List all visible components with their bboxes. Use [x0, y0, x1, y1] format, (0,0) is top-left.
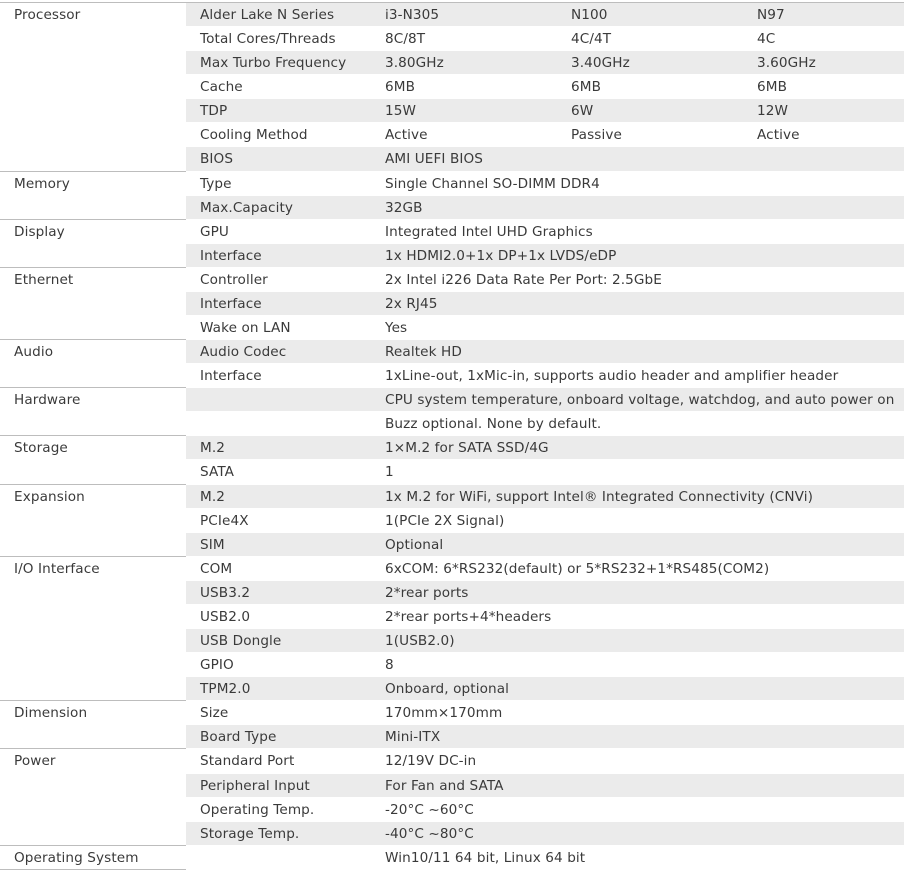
spec-value: Buzz optional. None by default. [385, 416, 602, 433]
spec-value: 12/19V DC-in [385, 753, 477, 770]
spec-value: Optional [385, 536, 444, 553]
spec-item-label: Operating Temp. [200, 801, 315, 818]
row-background [186, 725, 904, 749]
spec-value: 2x Intel i226 Data Rate Per Port: 2.5GbE [385, 271, 662, 288]
spec-row [0, 677, 904, 701]
spec-item-label: Interface [200, 247, 262, 264]
spec-row [0, 220, 904, 244]
category-cell [0, 774, 186, 798]
category-label: Hardware [14, 392, 81, 409]
spec-row [0, 412, 904, 436]
spec-value: 3.80GHz [385, 55, 444, 72]
spec-value: 2*rear ports+4*headers [385, 608, 552, 625]
spec-value: 1(USB2.0) [385, 633, 455, 650]
spec-value: 12W [757, 103, 789, 120]
category-cell [0, 822, 186, 846]
category-cell [0, 123, 186, 147]
spec-row [0, 388, 904, 412]
spec-value: 32GB [385, 199, 423, 216]
spec-value: 1 [385, 464, 394, 481]
category-label: Ethernet [14, 271, 74, 288]
category-label: Display [14, 223, 65, 240]
category-cell [0, 460, 186, 484]
spec-item-label: Wake on LAN [200, 320, 291, 337]
spec-item-label: COM [200, 560, 233, 577]
category-label: Operating System [14, 849, 139, 866]
spec-row [0, 3, 904, 27]
spec-item-label: Cache [200, 79, 243, 96]
spec-row [0, 99, 904, 123]
spec-value: 15W [385, 103, 417, 120]
spec-value: Single Channel SO-DIMM DDR4 [385, 175, 600, 192]
spec-value: 2*rear ports [385, 584, 469, 601]
spec-item-label: PCIe4X [200, 512, 249, 529]
spec-row [0, 605, 904, 629]
spec-value: 4C [757, 31, 776, 48]
spec-value: 6MB [571, 79, 602, 96]
category-cell [0, 51, 186, 75]
category-cell [0, 364, 186, 388]
spec-value: 1(PCIe 2X Signal) [385, 512, 505, 529]
spec-row [0, 846, 904, 870]
category-cell [0, 533, 186, 557]
spec-row [0, 340, 904, 364]
spec-value: Active [385, 127, 428, 144]
spec-row [0, 774, 904, 798]
spec-row [0, 749, 904, 773]
spec-item-label: USB3.2 [200, 584, 251, 601]
spec-row [0, 460, 904, 484]
spec-row [0, 364, 904, 388]
spec-value: Realtek HD [385, 344, 462, 361]
spec-row [0, 196, 904, 220]
spec-table [0, 2, 904, 870]
spec-value: Passive [571, 127, 622, 144]
spec-item-label: TPM2.0 [200, 681, 251, 698]
row-background [186, 147, 904, 171]
spec-value: AMI UEFI BIOS [385, 151, 484, 168]
category-label: Dimension [14, 705, 88, 722]
row-background [186, 653, 904, 677]
spec-row [0, 268, 904, 292]
spec-value: Onboard, optional [385, 681, 510, 698]
spec-row [0, 147, 904, 171]
category-label: Audio [14, 344, 54, 361]
category-cell [0, 629, 186, 653]
spec-item-label: Peripheral Input [200, 777, 310, 794]
spec-value: N97 [757, 7, 785, 23]
spec-item-label: SATA [200, 464, 235, 481]
spec-value: Integrated Intel UHD Graphics [385, 223, 593, 240]
spec-item-label: Max.Capacity [200, 199, 294, 216]
category-label: Storage [14, 440, 68, 457]
spec-value: 6W [571, 103, 594, 120]
category-cell [0, 244, 186, 268]
spec-value: 1×M.2 for SATA SSD/4G [385, 440, 549, 457]
spec-value: 8C/8T [385, 31, 426, 48]
spec-item-label: USB Dongle [200, 633, 282, 650]
spec-row [0, 533, 904, 557]
row-background [186, 75, 904, 99]
spec-value: 3.60GHz [757, 55, 816, 72]
row-background [186, 701, 904, 725]
spec-row [0, 557, 904, 581]
row-background [186, 629, 904, 653]
row-background [186, 677, 904, 701]
spec-row [0, 485, 904, 509]
spec-value: 1xLine-out, 1xMic-in, supports audio header and amplifier header [385, 368, 839, 385]
spec-row [0, 244, 904, 268]
row-background [186, 340, 904, 364]
spec-row [0, 509, 904, 533]
category-cell [0, 509, 186, 533]
spec-row [0, 75, 904, 99]
category-cell [0, 99, 186, 123]
row-background [186, 196, 904, 220]
spec-value: -40°C ~80°C [385, 825, 474, 842]
row-background [186, 460, 904, 484]
category-cell [0, 147, 186, 171]
category-cell [0, 292, 186, 316]
spec-value: 1x M.2 for WiFi, support Intel® Integrated Connectivity (CNVi) [385, 488, 813, 505]
spec-value: 170mm×170mm [385, 705, 503, 722]
spec-value: Win10/11 64 bit, Linux 64 bit [385, 849, 586, 866]
spec-row [0, 725, 904, 749]
category-cell [0, 798, 186, 822]
spec-value: 2x RJ45 [385, 295, 438, 312]
category-cell [0, 316, 186, 340]
category-label: Processor [14, 7, 81, 23]
category-cell [0, 412, 186, 436]
spec-item-label: Board Type [200, 729, 277, 746]
category-label: I/O Interface [14, 560, 100, 577]
spec-value: Mini-ITX [385, 729, 441, 746]
spec-item-label: Audio Codec [200, 344, 287, 361]
spec-value: i3-N305 [385, 7, 440, 23]
spec-item-label: Interface [200, 295, 262, 312]
spec-row [0, 51, 904, 75]
row-background [186, 316, 904, 340]
spec-row [0, 629, 904, 653]
spec-value: Active [757, 127, 800, 144]
spec-item-label: Controller [200, 271, 268, 288]
spec-item-label: BIOS [200, 151, 234, 168]
category-cell [0, 75, 186, 99]
spec-item-label: GPU [200, 223, 229, 240]
row-background [186, 533, 904, 557]
spec-item-label: Standard Port [200, 753, 295, 770]
spec-row [0, 581, 904, 605]
category-label: Expansion [14, 488, 85, 505]
spec-item-label: Interface [200, 368, 262, 385]
spec-row [0, 123, 904, 147]
spec-row [0, 27, 904, 51]
spec-item-label: Storage Temp. [200, 825, 300, 842]
category-cell [0, 653, 186, 677]
spec-row [0, 316, 904, 340]
spec-row [0, 701, 904, 725]
spec-value: 3.40GHz [571, 55, 630, 72]
spec-value: 6MB [757, 79, 788, 96]
spec-item-label: TDP [200, 103, 228, 120]
spec-value: 6MB [385, 79, 416, 96]
spec-row [0, 172, 904, 196]
spec-value: Yes [385, 320, 408, 337]
spec-value: 4C/4T [571, 31, 612, 48]
category-label: Power [14, 753, 56, 770]
spec-item-label: Alder Lake N Series [200, 7, 335, 23]
spec-value: CPU system temperature, onboard voltage, watchdog, and auto power on [385, 392, 895, 409]
spec-value: 6xCOM: 6*RS232(default) or 5*RS232+1*RS485(COM2) [385, 560, 770, 577]
spec-row [0, 292, 904, 316]
spec-item-label: Max Turbo Frequency [200, 55, 347, 72]
spec-value: N100 [571, 7, 608, 23]
spec-item-label: USB2.0 [200, 608, 251, 625]
category-cell [0, 196, 186, 220]
category-cell [0, 581, 186, 605]
spec-item-label: Size [200, 705, 229, 722]
spec-value: 1x HDMI2.0+1x DP+1x LVDS/eDP [385, 247, 617, 264]
spec-item-label: M.2 [200, 440, 225, 457]
spec-row [0, 822, 904, 846]
spec-value: For Fan and SATA [385, 777, 504, 794]
row-background [186, 292, 904, 316]
spec-row [0, 436, 904, 460]
spec-item-label: Total Cores/Threads [200, 31, 336, 48]
spec-item-label: SIM [200, 536, 225, 553]
spec-item-label: M.2 [200, 488, 225, 505]
category-cell [0, 725, 186, 749]
spec-value: -20°C ~60°C [385, 801, 474, 818]
spec-item-label: Type [200, 175, 232, 192]
category-cell [0, 27, 186, 51]
row-background [186, 581, 904, 605]
row-background [186, 509, 904, 533]
category-cell [0, 677, 186, 701]
category-cell [0, 605, 186, 629]
spec-value: 8 [385, 657, 394, 674]
category-label: Memory [14, 175, 70, 192]
spec-item-label: GPIO [200, 657, 234, 674]
spec-item-label: Cooling Method [200, 127, 308, 144]
spec-row [0, 653, 904, 677]
spec-row [0, 798, 904, 822]
row-background [186, 99, 904, 123]
